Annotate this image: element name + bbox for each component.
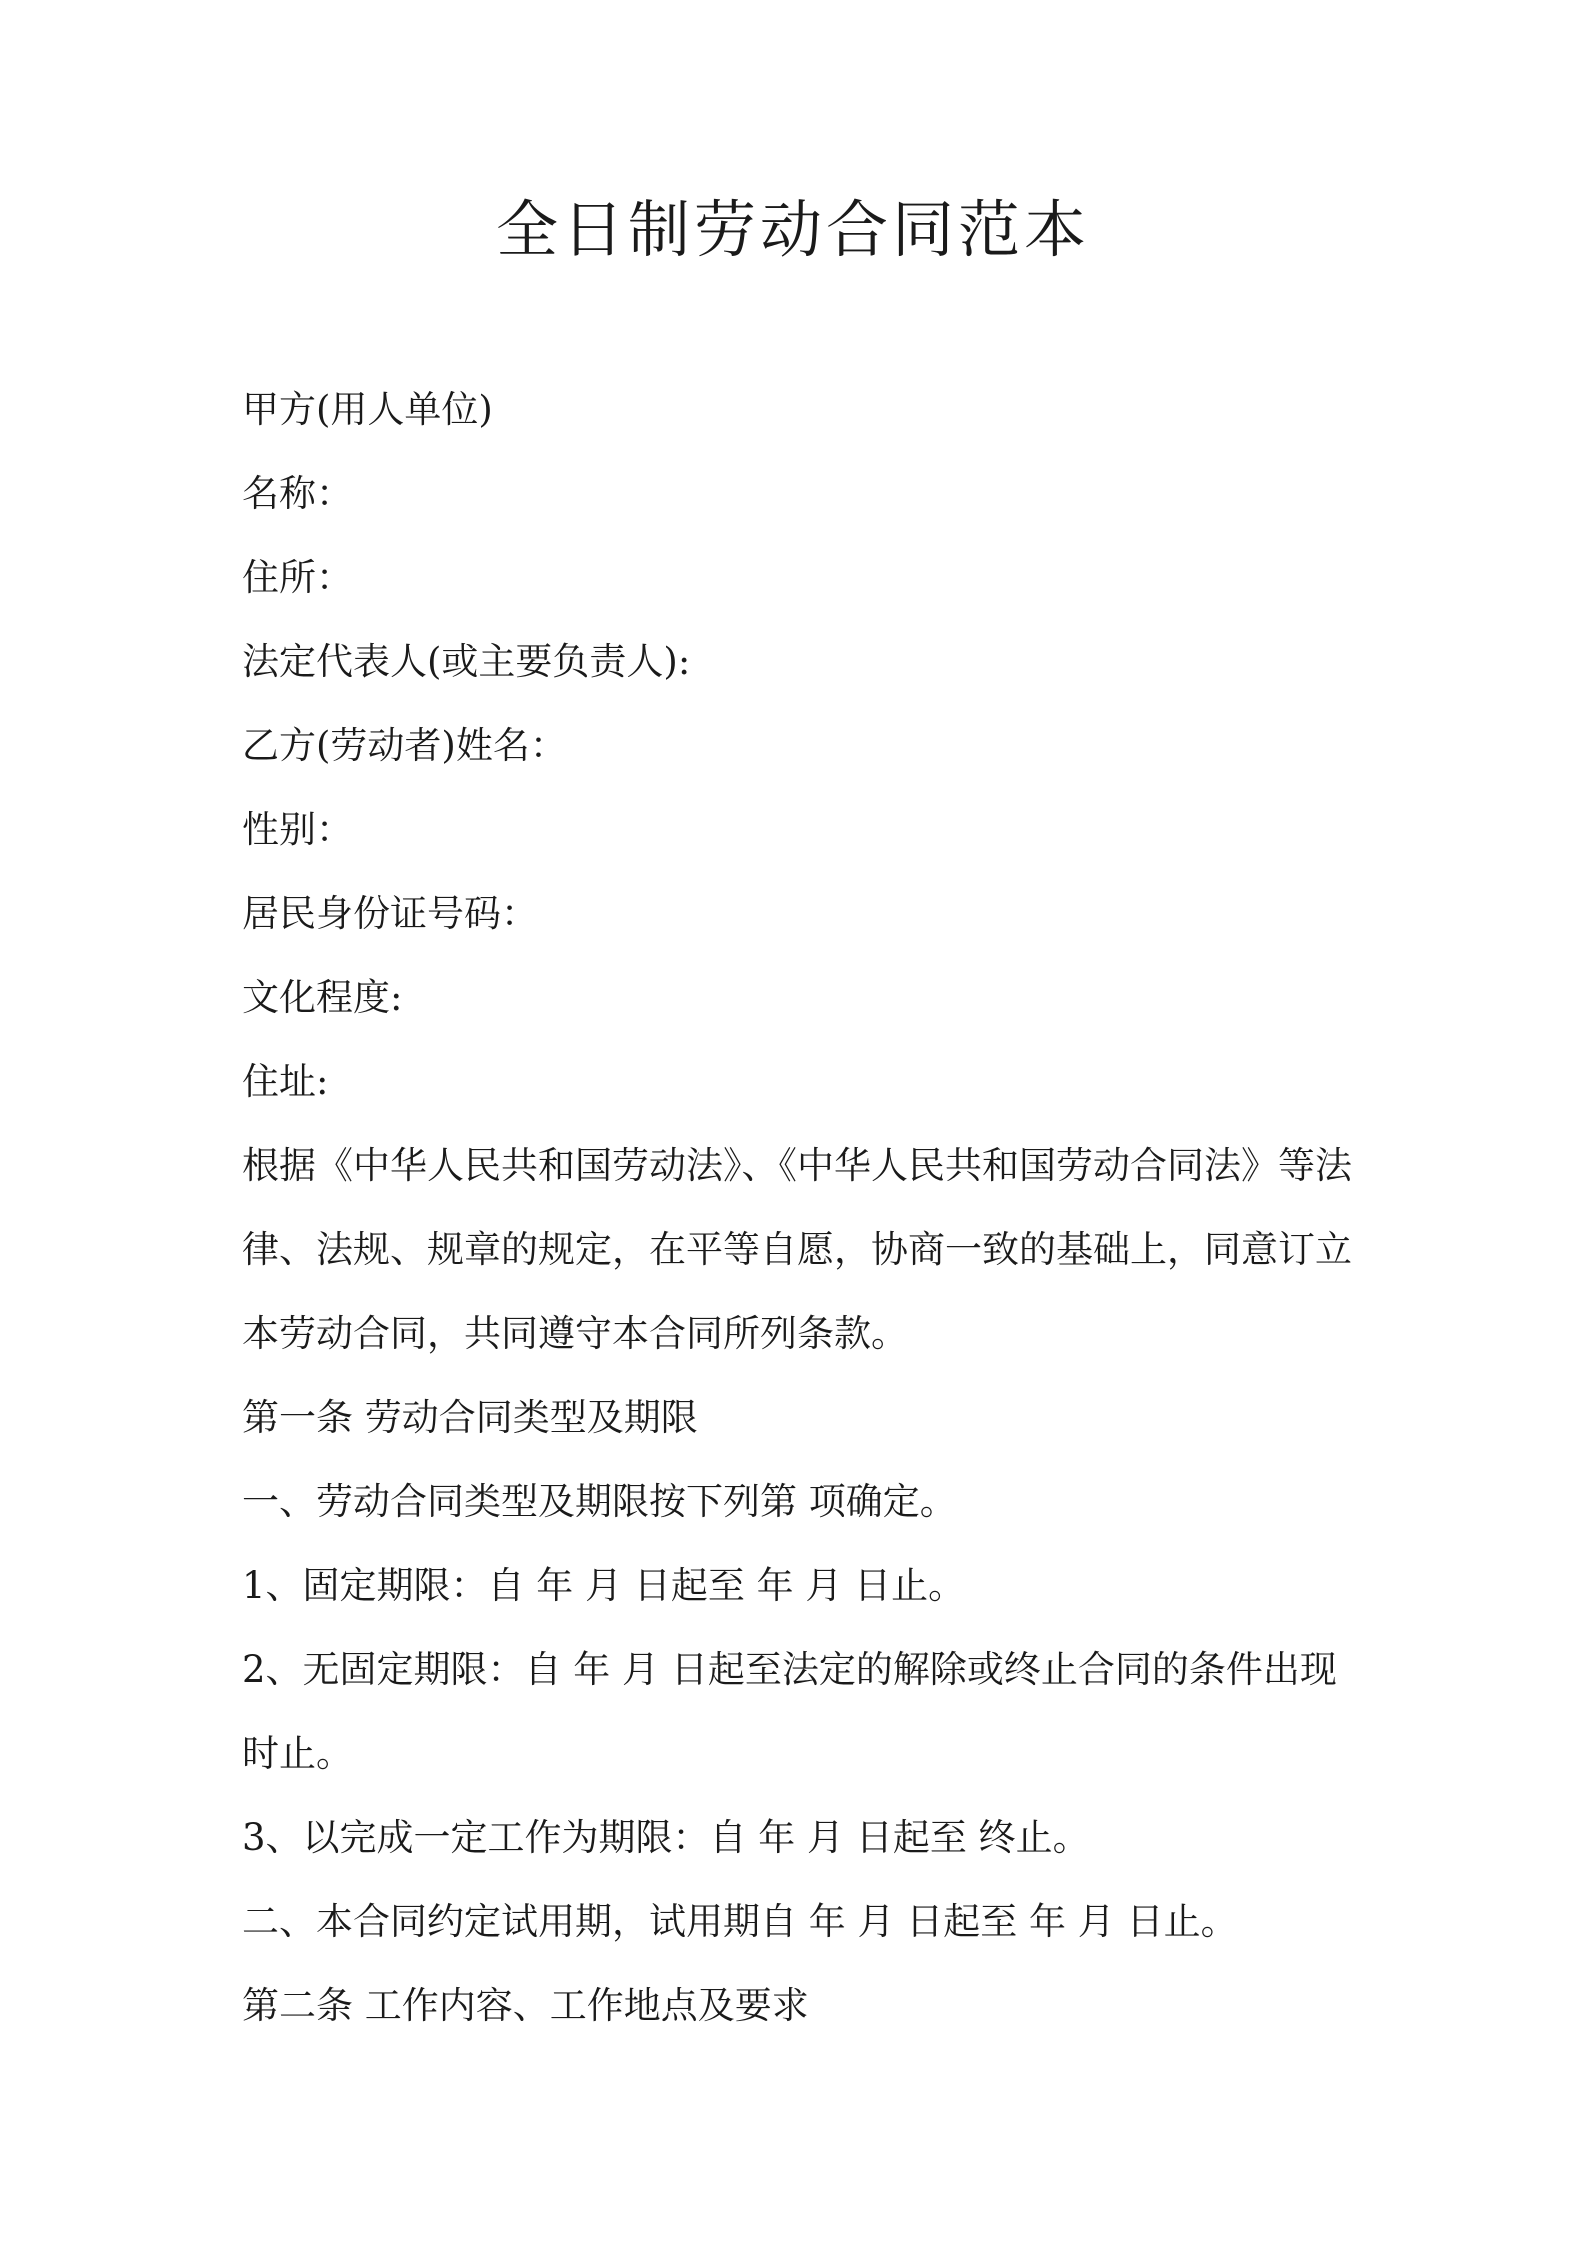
party-b-name-field: 乙方(劳动者)姓名： [242, 724, 567, 767]
id-number-field: 居民身份证号码： [242, 892, 538, 935]
article-1-clause-1: 一、劳动合同类型及期限按下列第 项确定。 [242, 1480, 957, 1523]
preamble-line-1: 根据《中华人民共和国劳动法》、《中华人民共和国劳动合同法》等法 [242, 1144, 1352, 1187]
preamble-line-2: 律、法规、规章的规定，在平等自愿，协商一致的基础上，同意订立 [242, 1228, 1352, 1271]
document-body [242, 368, 1352, 2048]
party-a-heading: 甲方(用人单位) [242, 388, 493, 431]
article-1-heading: 第一条 劳动合同类型及期限 [242, 1396, 698, 1439]
legal-representative-field: 法定代表人(或主要负责人): [242, 640, 691, 683]
residence-field: 住址: [242, 1060, 329, 1103]
document-title: 全日制劳动合同范本 [495, 193, 1090, 266]
education-field: 文化程度: [242, 976, 403, 1019]
contract-type-fixed-term: 1、固定期限：自 年 月 日起至 年 月 日止。 [242, 1564, 966, 1607]
party-a-name-field: 名称： [242, 472, 353, 515]
probation-clause: 二、本合同约定试用期，试用期自 年 月 日起至 年 月 日止。 [242, 1900, 1238, 1943]
party-a-address-field: 住所： [242, 556, 353, 599]
contract-type-task-based: 3、以完成一定工作为期限：自 年 月 日起至 终止。 [242, 1816, 1090, 1859]
contract-type-open-ended: 2、无固定期限：自 年 月 日起至法定的解除或终止合同的条件出现 [242, 1648, 1337, 1691]
preamble-line-3: 本劳动合同，共同遵守本合同所列条款。 [242, 1312, 908, 1355]
gender-field: 性别： [242, 808, 353, 851]
article-2-heading: 第二条 工作内容、工作地点及要求 [242, 1984, 809, 2027]
contract-type-open-ended-cont: 时止。 [242, 1732, 353, 1775]
